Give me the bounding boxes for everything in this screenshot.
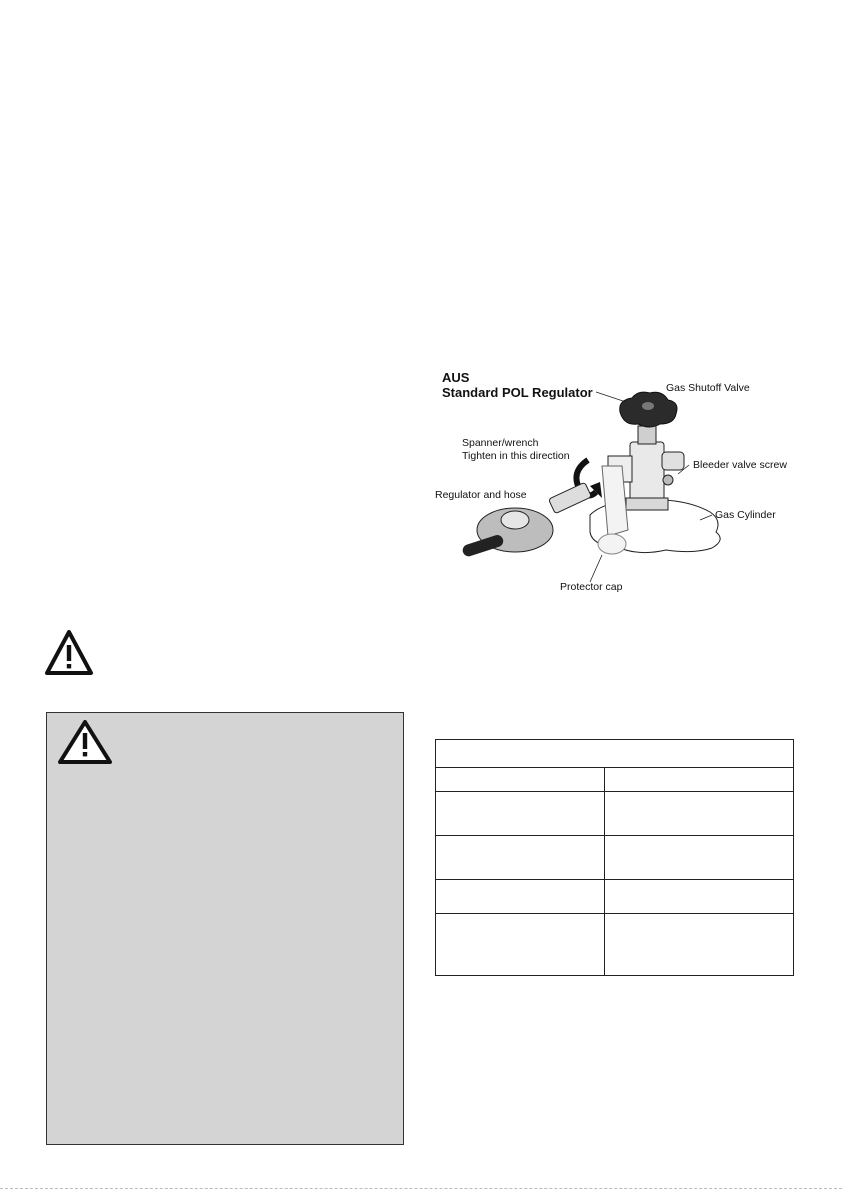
valve-collar (626, 498, 668, 510)
regulator-connector (548, 482, 591, 513)
label-gas-shutoff-valve: Gas Shutoff Valve (666, 382, 750, 394)
table-row (436, 836, 794, 880)
table-row (436, 792, 794, 836)
spec-table (435, 739, 794, 976)
valve-body (630, 442, 664, 502)
label-protector-cap: Protector cap (560, 581, 623, 593)
pol-regulator-diagram (430, 360, 810, 600)
table-cell (604, 768, 793, 792)
label-spanner-line1: Spanner/wrench (462, 437, 539, 449)
table-row (436, 880, 794, 914)
table-header-row (436, 740, 794, 768)
label-spanner-line2: Tighten in this direction (462, 450, 570, 462)
label-bleeder-valve-screw: Bleeder valve screw (693, 459, 787, 471)
warning-triangle-icon (57, 719, 113, 765)
table-cell (604, 880, 793, 914)
label-gas-cylinder: Gas Cylinder (715, 509, 776, 521)
warning-box (46, 712, 404, 1145)
bottom-divider (0, 1188, 842, 1189)
table-cell (604, 914, 793, 976)
table-cell (604, 836, 793, 880)
table-row (436, 914, 794, 976)
diagram-title-line1: AUS (442, 370, 470, 385)
valve-stem (638, 426, 656, 444)
warning-triangle-icon (44, 628, 94, 678)
table-cell (436, 836, 605, 880)
table-cell (604, 792, 793, 836)
diagram-title-line2: Standard POL Regulator (442, 385, 593, 400)
table-cell (436, 914, 605, 976)
bleeder-valve (662, 452, 684, 470)
table-cell (436, 768, 605, 792)
label-regulator-and-hose: Regulator and hose (435, 489, 527, 501)
table-cell (436, 792, 605, 836)
table-row (436, 768, 794, 792)
table-header-cell (436, 740, 794, 768)
table-cell (436, 880, 605, 914)
